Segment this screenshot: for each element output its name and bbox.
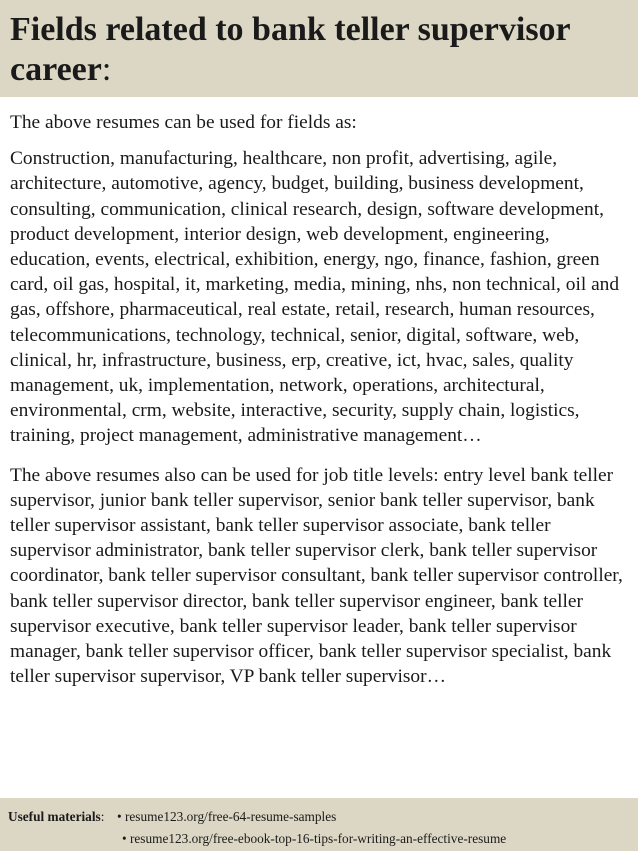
resume-samples-link[interactable]: • resume123.org/free-64-resume-samples [117, 809, 337, 824]
footer-row-2 [8, 828, 638, 850]
page-title-text: Fields related to bank teller supervisor career [10, 11, 571, 88]
useful-materials-label [8, 806, 117, 828]
page-title-colon: : [101, 51, 112, 88]
job-titles-paragraph: The above resumes also can be used for job title levels: entry level bank teller supervisor, junior bank teller supervisor, senior bank teller supervisor, bank teller supervisor assistant, bank teller supervisor associate, bank teller supervisor administrator, bank teller supervisor clerk, bank teller supervisor coordinator, bank teller supervisor consultant, bank teller supervisor controller, bank teller supervisor director, bank teller supervisor engineer, bank teller supervisor executive, bank teller supervisor leader, bank teller supervisor manager, bank teller supervisor officer, bank teller supervisor specialist, bank teller supervisor supervisor, VP bank teller supervisor… [10, 464, 623, 688]
page-title [10, 10, 628, 90]
main-content [10, 110, 634, 689]
useful-materials-label-colon: : [100, 809, 105, 824]
intro-text: The above resumes can be used for fields as: [10, 112, 357, 133]
useful-materials-footer [0, 798, 638, 851]
useful-materials-label-text: Useful materials [8, 809, 101, 824]
page-header [0, 0, 638, 97]
fields-paragraph: Construction, manufacturing, healthcare, non profit, advertising, agile, architecture, automotive, agency, budget, building, business development, consulting, communication, clinical research, design, software development, product development, interior design, web development, engineering, education, events, electrical, exhibition, energy, ngo, finance, fashion, green card, oil gas, hospital, it, marketing, media, mining, nhs, non technical, oil and gas, offshore, pharmaceutical, real estate, retail, research, human resources, telecommunications, technology, technical, senior, digital, software, web, clinical, hr, infrastructure, business, erp, creative, ict, hvac, sales, quality management, uk, implementation, network, operations, architectural, environmental, crm, website, interactive, security, supply chain, logistics, training, project management, administrative management… [10, 148, 620, 447]
footer-row-1 [8, 806, 638, 828]
resume-ebook-link[interactable]: • resume123.org/free-ebook-top-16-tips-for-writing-an-effective-resume [122, 831, 507, 846]
